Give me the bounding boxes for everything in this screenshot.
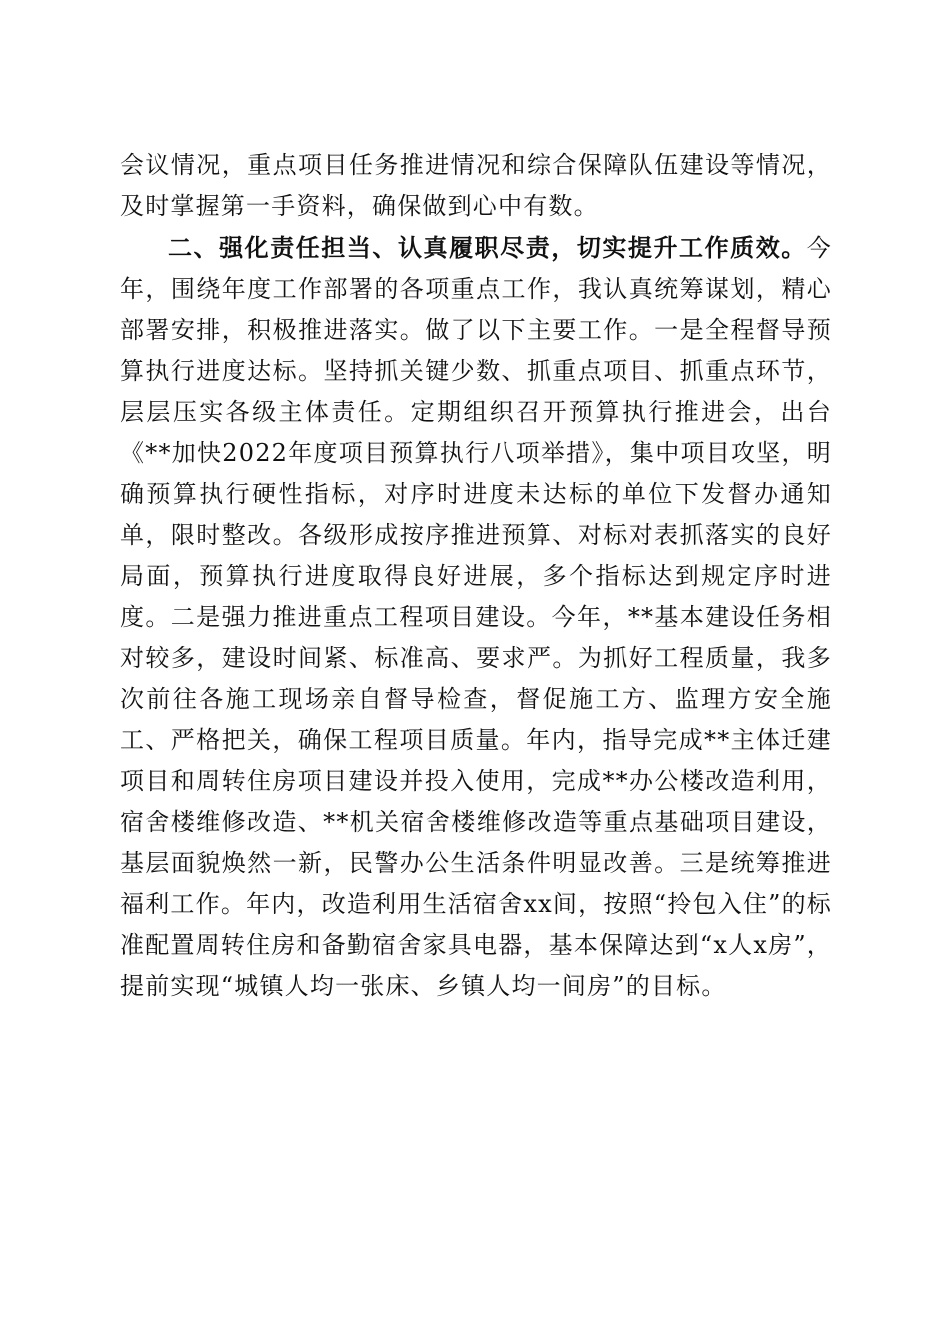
paragraph-continued: 会议情况，重点项目任务推进情况和综合保障队伍建设等情况，及时掌握第一手资料，确保做到心中有数。 bbox=[120, 151, 832, 220]
section-heading: 二、强化责任担当、认真履职尽责，切实提升工作质效。 bbox=[168, 233, 807, 262]
paragraph-section-two bbox=[120, 227, 832, 1007]
section-body: 今年，围绕年度工作部署的各项重点工作，我认真统筹谋划，精心部署安排，积极推进落实。做了以下主要工作。一是全程督导预算执行进度达标。坚持抓关键少数、抓重点项目、抓重点环节，层层压实各级主体责任。定期组织召开预算执行推进会，出台《**加快2022年度项目预算执行八项举措》，集中项目攻坚，明确预算执行硬性指标，对序时进度未达标的单位下发督办通知单，限时整改。各级形成按序推进预算、对标对表抓落实的良好局面，预算执行进度取得良好进展，多个指标达到规定序时进度。二是强力推进重点工程项目建设。今年，**基本建设任务相对较多，建设时间紧、标准高、要求严。为抓好工程质量，我多次前往各施工现场亲自督导检查，督促施工方、监理方安全施工、严格把关，确保工程项目质量。年内，指导完成**主体迁建项目和周转住房项目建设并投入使用，完成**办公楼改造利用，宿舍楼维修改造、**机关宿舍楼维修改造等重点基础项目建设，基层面貌焕然一新，民警办公生活条件明显改善。三是统筹推进福利工作。年内，改造利用生活宿舍xx间，按照“拎包入住”的标准配置周转住房和备勤宿舍家具电器，基本保障达到“x人x房”，提前实现“城镇人均一张床、乡镇人均一间房”的目标。 bbox=[120, 234, 832, 1000]
